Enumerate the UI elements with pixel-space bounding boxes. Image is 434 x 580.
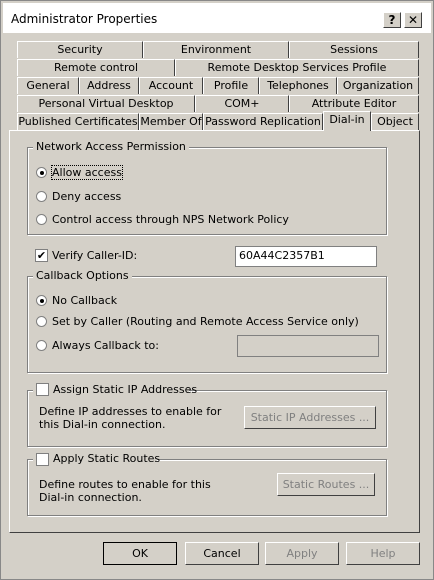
callback-title: Callback Options xyxy=(33,269,132,282)
tab-remote-control[interactable]: Remote control xyxy=(17,59,175,76)
tab-personal-virtual-desktop[interactable]: Personal Virtual Desktop xyxy=(17,95,195,112)
tab-dial-in[interactable]: Dial-in xyxy=(323,111,371,131)
title-bar xyxy=(3,3,431,33)
static-routes-button[interactable]: Static Routes ... xyxy=(277,473,375,496)
help-footer-button[interactable]: Help xyxy=(346,542,420,565)
close-button[interactable]: ✕ xyxy=(404,12,422,28)
tab-object[interactable]: Object xyxy=(371,113,419,130)
ok-button[interactable]: OK xyxy=(103,542,177,565)
static-routes-label[interactable]: Apply Static Routes xyxy=(53,452,161,465)
allow-access-radio[interactable] xyxy=(36,167,47,178)
allow-access-label[interactable]: Allow access xyxy=(52,166,122,179)
verify-caller-label[interactable]: Verify Caller-ID: xyxy=(52,249,138,262)
help-button[interactable]: ? xyxy=(383,12,401,28)
tab-telephones[interactable]: Telephones xyxy=(259,77,337,94)
static-ip-description: Define IP addresses to enable for this Dial-in connection. xyxy=(39,405,222,431)
set-by-caller-label[interactable]: Set by Caller (Routing and Remote Access Service only) xyxy=(52,315,359,328)
tab-com-plus[interactable]: COM+ xyxy=(195,95,289,112)
tab-general[interactable]: General xyxy=(17,77,79,94)
set-by-caller-radio[interactable] xyxy=(36,316,47,327)
control-access-label[interactable]: Control access through NPS Network Policy xyxy=(52,213,289,226)
tab-account[interactable]: Account xyxy=(139,77,203,94)
static-routes-checkbox[interactable] xyxy=(36,453,49,466)
window-title: Administrator Properties xyxy=(11,12,158,26)
cancel-button[interactable]: Cancel xyxy=(185,542,259,565)
tab-published-certificates[interactable]: Published Certificates xyxy=(18,115,138,128)
deny-access-radio[interactable] xyxy=(36,191,47,202)
no-callback-radio[interactable] xyxy=(36,295,47,306)
tab-organization[interactable]: Organization xyxy=(337,77,419,94)
static-ip-label[interactable]: Assign Static IP Addresses xyxy=(53,383,198,396)
caller-id-field[interactable]: 60A44C2357B1 xyxy=(235,246,377,267)
deny-access-label[interactable]: Deny access xyxy=(52,190,122,203)
always-callback-label[interactable]: Always Callback to: xyxy=(52,339,159,352)
no-callback-label[interactable]: No Callback xyxy=(52,294,118,307)
tab-member-of[interactable]: Member Of xyxy=(140,115,202,128)
static-ip-checkbox[interactable] xyxy=(36,383,49,396)
tab-sessions[interactable]: Sessions xyxy=(289,41,419,58)
static-ip-button[interactable]: Static IP Addresses ... xyxy=(244,406,376,429)
tab-rds-profile[interactable]: Remote Desktop Services Profile xyxy=(175,59,419,76)
tab-environment[interactable]: Environment xyxy=(143,41,289,58)
static-routes-description: Define routes to enable for this Dial-in connection. xyxy=(39,478,211,504)
always-callback-radio[interactable] xyxy=(36,340,47,351)
tab-security[interactable]: Security xyxy=(17,41,143,58)
callback-number-field[interactable] xyxy=(237,335,379,357)
tab-attribute-editor[interactable]: Attribute Editor xyxy=(289,95,419,112)
tab-profile[interactable]: Profile xyxy=(203,77,259,94)
control-access-radio[interactable] xyxy=(36,214,47,225)
tab-password-replication[interactable]: Password Replication xyxy=(203,113,323,130)
network-access-title: Network Access Permission xyxy=(33,140,189,153)
apply-button[interactable]: Apply xyxy=(265,542,339,565)
verify-caller-checkbox[interactable]: ✔ xyxy=(36,249,47,262)
tab-address[interactable]: Address xyxy=(79,77,139,94)
